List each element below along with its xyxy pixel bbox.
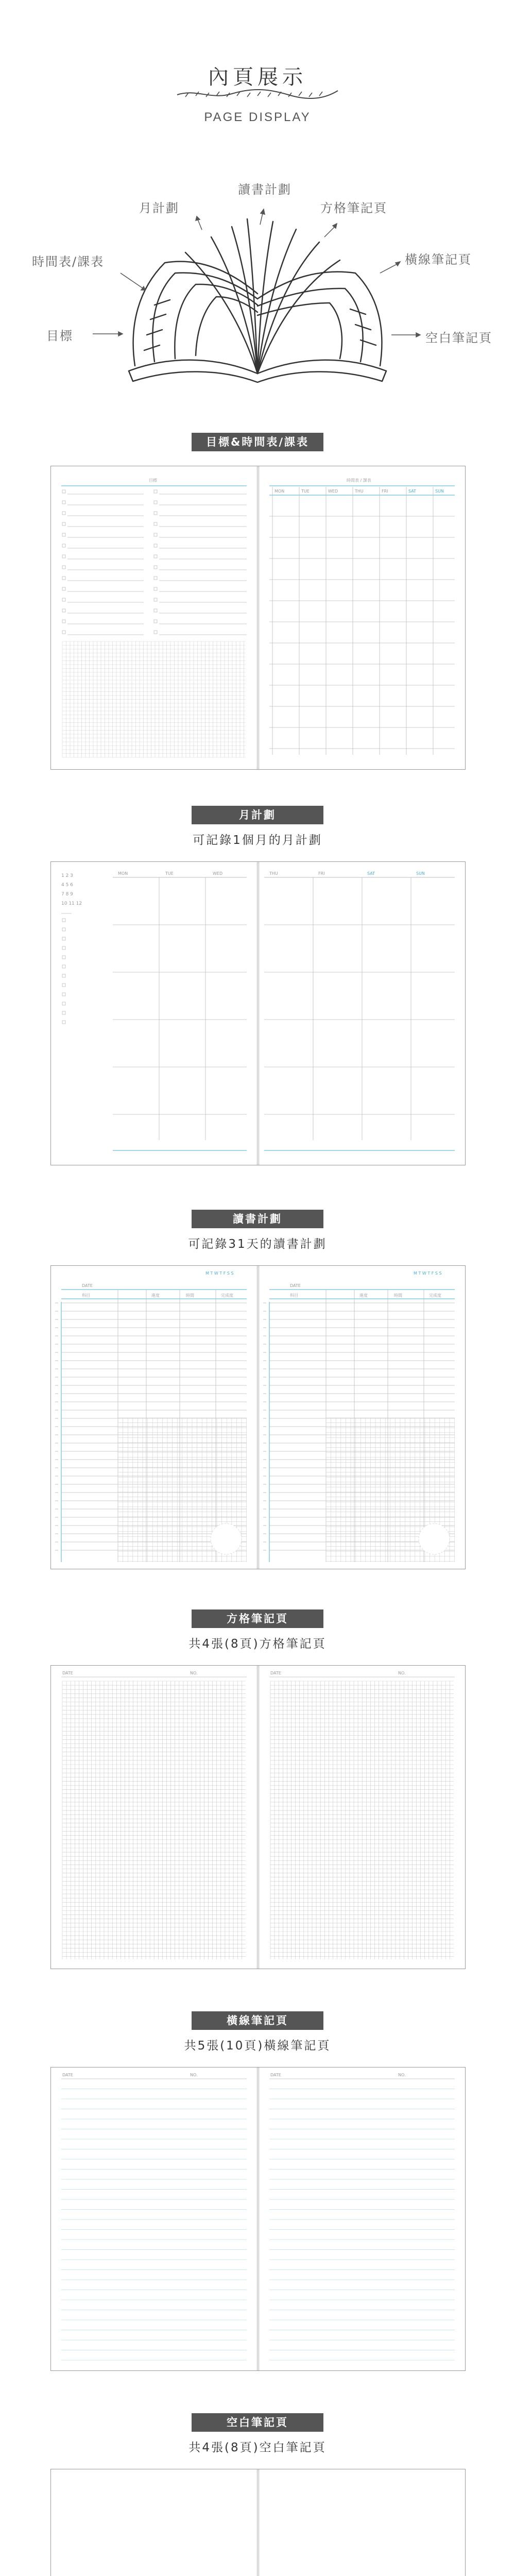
note-date-label: DATE	[62, 1671, 73, 1675]
month-day-sat: SAT	[367, 871, 375, 876]
reading-col-subject: 科目	[290, 1293, 298, 1298]
section-tag-grid: 方格筆記頁	[192, 1609, 323, 1628]
schedule-header: 時間表 / 課表	[347, 478, 371, 483]
section-tag-lined: 橫線筆記頁	[192, 2011, 323, 2030]
label-schedule: 時間表/課表	[32, 255, 105, 269]
page-lined-left	[51, 2067, 258, 2370]
page-blank-right	[259, 2469, 465, 2576]
mini-calendar-row: 4 5 6	[61, 883, 73, 888]
note-no-label: NO.	[398, 1671, 406, 1675]
label-reading: 讀書計劃	[238, 182, 291, 197]
label-lined: 橫線筆記頁	[405, 252, 472, 267]
schedule-day-tue: TUE	[301, 489, 310, 494]
page-goals	[51, 466, 258, 769]
month-day-mon: MON	[118, 871, 128, 876]
month-day-tue: TUE	[165, 871, 174, 876]
reading-col-progress: 進度	[151, 1293, 160, 1298]
page-subtitle: PAGE DISPLAY	[204, 110, 311, 124]
mini-calendar-row: 7 8 9	[61, 892, 73, 897]
page-blank-left	[51, 2469, 258, 2576]
reading-col-done: 完成度	[429, 1293, 441, 1298]
section-tag-reading: 讀書計劃	[192, 1210, 323, 1228]
reading-date-label: DATE	[82, 1283, 93, 1288]
page-schedule	[259, 466, 465, 769]
section-tag-goals-schedule: 目標&時間表/課表	[192, 433, 323, 451]
note-date-label: DATE	[270, 2073, 281, 2077]
label-monthly: 月計劃	[139, 201, 179, 215]
page-grid-right	[259, 1666, 465, 1969]
page-month-left	[51, 862, 258, 1165]
page-grid-left	[51, 1666, 258, 1969]
schedule-day-wed: WED	[328, 489, 338, 494]
section-caption-monthly: 可記錄1個月的月計劃	[193, 834, 322, 847]
note-date-label: DATE	[270, 1671, 281, 1675]
schedule-day-fri: FRI	[382, 489, 388, 494]
open-book-illustration	[0, 170, 515, 397]
page-reading-left	[51, 1266, 258, 1569]
note-date-label: DATE	[62, 2073, 73, 2077]
section-caption-blank: 共4張(8頁)空白筆記頁	[188, 2441, 327, 2454]
section-caption-reading: 可記錄31天的讀書計劃	[188, 1238, 327, 1251]
page-reading-right	[259, 1266, 465, 1569]
month-day-thu: THU	[269, 871, 278, 876]
reading-date-label: DATE	[290, 1283, 301, 1288]
schedule-day-mon: MON	[274, 489, 285, 494]
mini-calendar-row: 1 2 3	[61, 873, 73, 878]
spread-goals-schedule	[50, 466, 466, 770]
label-grid: 方格筆記頁	[320, 201, 387, 215]
reading-col-time: 時間	[186, 1293, 194, 1298]
note-no-label: NO.	[190, 2073, 198, 2077]
month-day-wed: WED	[213, 871, 223, 876]
label-blank: 空白筆記頁	[425, 331, 492, 345]
page-lined-right	[259, 2067, 465, 2370]
week-letters: M T W T F S S	[414, 1271, 442, 1276]
spread-blank	[50, 2469, 466, 2576]
schedule-day-thu: THU	[355, 489, 364, 494]
section-caption-grid: 共4張(8頁)方格筆記頁	[188, 1637, 327, 1651]
label-goals: 目標	[46, 329, 73, 343]
page-month-right	[259, 862, 465, 1165]
note-no-label: NO.	[190, 1671, 198, 1675]
reading-col-done: 完成度	[221, 1293, 233, 1298]
note-no-label: NO.	[398, 2073, 406, 2077]
spread-grid	[50, 1665, 466, 1969]
schedule-day-sat: SAT	[408, 489, 416, 494]
reading-col-time: 時間	[394, 1293, 402, 1298]
section-caption-lined: 共5張(10頁)橫線筆記頁	[184, 2039, 331, 2053]
month-day-sun: SUN	[416, 871, 425, 876]
mini-calendar-row: 10 11 12	[61, 901, 82, 906]
goals-header: 目標	[149, 478, 157, 483]
section-tag-monthly: 月計劃	[192, 806, 323, 824]
spread-reading	[50, 1265, 466, 1569]
week-letters: M T W T F S S	[205, 1271, 234, 1276]
spread-lined	[50, 2067, 466, 2371]
page-title: 內頁展示	[208, 65, 307, 89]
month-day-fri: FRI	[318, 871, 325, 876]
reading-col-progress: 進度	[359, 1293, 368, 1298]
reading-col-subject: 科目	[82, 1293, 90, 1298]
section-tag-blank: 空白筆記頁	[192, 2413, 323, 2432]
decorative-scroll-divider	[175, 86, 340, 101]
schedule-day-sun: SUN	[435, 489, 444, 494]
spread-monthly	[50, 861, 466, 1165]
